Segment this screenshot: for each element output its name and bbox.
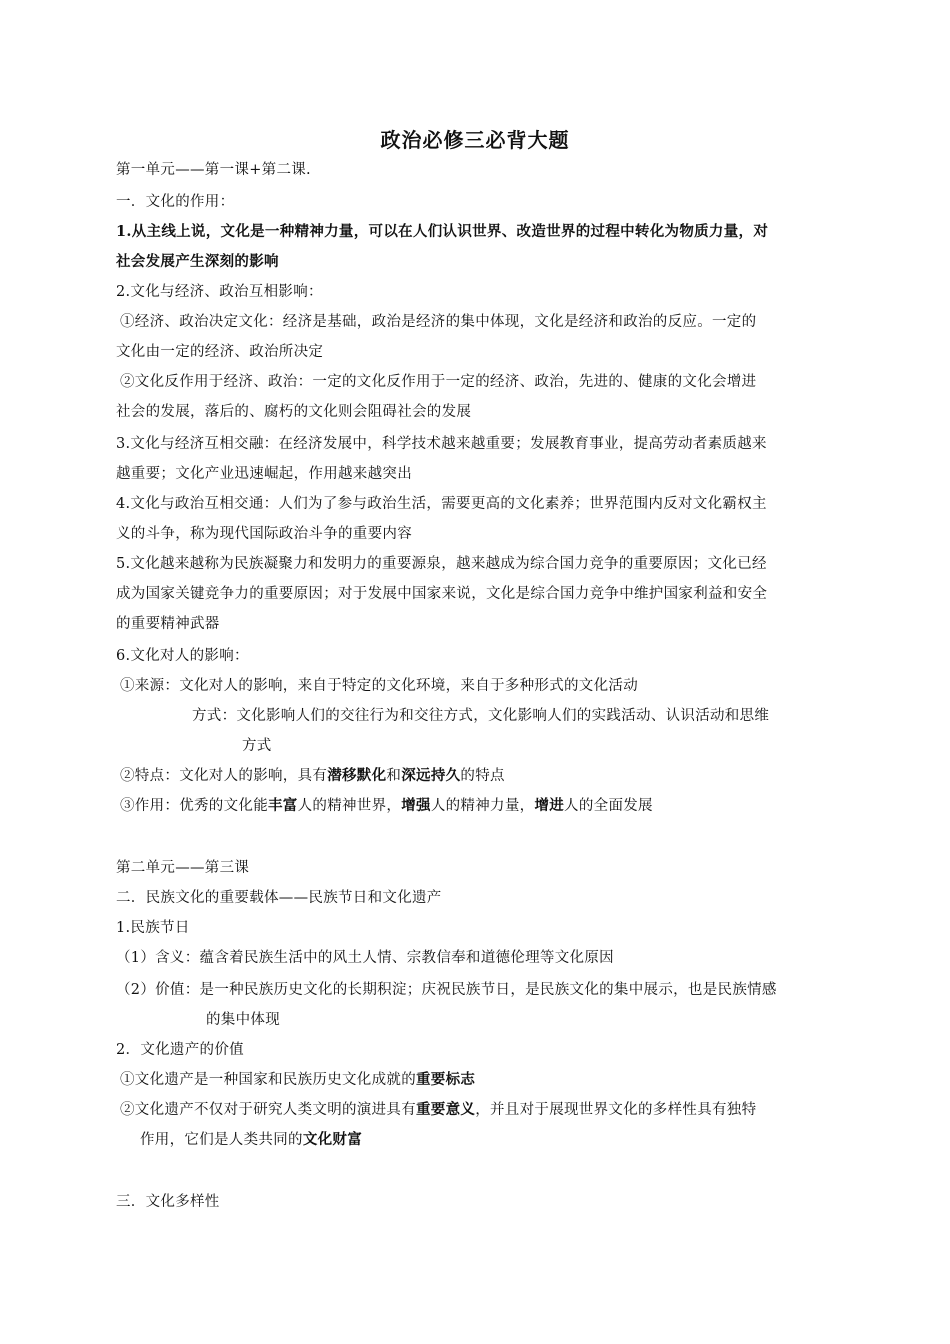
- section-three-heading: 三．文化多样性: [116, 1194, 220, 1210]
- paragraph-line: 2.文化与经济、政治互相影响：: [116, 284, 323, 300]
- text-run: ③作用：优秀的文化能: [120, 798, 268, 814]
- paragraph-line: 1.民族节日: [116, 920, 190, 936]
- paragraph-line: 义的斗争，称为现代国际政治斗争的重要内容: [116, 526, 412, 542]
- text-run: 人的精神世界，: [297, 798, 402, 814]
- text-run: 人的全面发展: [564, 798, 653, 814]
- paragraph-line: 社会发展产生深刻的影响: [116, 253, 279, 270]
- bold-term: 潜移默化: [327, 767, 387, 784]
- text-run: 作用，它们是人类共同的: [140, 1132, 303, 1148]
- paragraph-line: [120, 1100, 756, 1120]
- paragraph-line: ①经济、政治决定文化：经济是基础，政治是经济的集中体现，文化是经济和政治的反应。一定的: [120, 314, 757, 330]
- bold-term: 重要标志: [416, 1071, 476, 1088]
- text-run: 人的精神力量，: [430, 798, 535, 814]
- bold-term: 重要意义: [416, 1101, 476, 1118]
- paragraph-line: [120, 766, 505, 786]
- paragraph-line: 6.文化对人的影响：: [116, 648, 249, 664]
- paragraph-line: 5.文化越来越称为民族凝聚力和发明力的重要源泉，越来越成为综合国力竞争的重要原因；文化已经: [116, 556, 767, 572]
- paragraph-line: 成为国家关键竞争力的重要原因；对于发展中国家来说，文化是综合国力竞争中维护国家利益和安全: [116, 586, 768, 602]
- bold-term: 丰富: [268, 797, 298, 814]
- text-run: ，并且对于展现世界文化的多样性具有独特: [475, 1102, 757, 1118]
- paragraph-line: （1）含义：蕴含着民族生活中的风土人情、宗教信奉和道德伦理等文化原因: [116, 950, 614, 966]
- paragraph-line: 3.文化与经济互相交融：在经济发展中，科学技术越来越重要；发展教育事业，提高劳动者素质越来: [116, 436, 767, 452]
- text-run: ②文化遗产不仅对于研究人类文明的演进具有: [120, 1102, 416, 1118]
- unit-two-heading: 第二单元——第三课: [116, 860, 250, 876]
- paragraph-line: 方式: [242, 738, 272, 754]
- text-run: ②特点：文化对人的影响，具有: [120, 768, 328, 784]
- paragraph-line: [120, 1070, 475, 1090]
- paragraph-line: 2．文化遗产的价值: [116, 1042, 244, 1058]
- paragraph-line: 4.文化与政治互相交通：人们为了参与政治生活，需要更高的文化素养；世界范围内反对文化霸权主: [116, 496, 767, 512]
- section-one-heading: 一．文化的作用：: [116, 194, 235, 210]
- paragraph-line: ①来源：文化对人的影响，来自于特定的文化环境，来自于多种形式的文化活动: [120, 678, 638, 694]
- paragraph-line: 社会的发展，落后的、腐朽的文化则会阻碍社会的发展: [116, 404, 472, 420]
- paragraph-line: 方式：文化影响人们的交往行为和交往方式，文化影响人们的实践活动、认识活动和思维: [192, 708, 770, 724]
- paragraph-line: [140, 1130, 362, 1150]
- paragraph-line: 的集中体现: [206, 1012, 280, 1028]
- paragraph-line: 1.从主线上说，文化是一种精神力量，可以在人们认识世界、改造世界的过程中转化为物质力量，对: [116, 223, 769, 240]
- bold-term: 增进: [534, 797, 565, 814]
- paragraph-line: 的重要精神武器: [116, 616, 220, 632]
- unit-one-heading: 第一单元——第一课+第二课.: [116, 162, 311, 178]
- text-run: 和: [386, 768, 402, 784]
- text-run: 的特点: [460, 768, 505, 784]
- section-two-heading: 二．民族文化的重要载体——民族节日和文化遗产: [116, 890, 442, 906]
- paragraph-line: [120, 796, 653, 816]
- document-title: 政治必修三必背大题: [380, 128, 570, 152]
- paragraph-line: ②文化反作用于经济、政治：一定的文化反作用于一定的经济、政治，先进的、健康的文化会增进: [120, 374, 757, 390]
- text-run: ①文化遗产是一种国家和民族历史文化成就的: [120, 1072, 416, 1088]
- bold-term: 文化财富: [302, 1131, 363, 1148]
- paragraph-line: （2）价值：是一种民族历史文化的长期积淀；庆祝民族节日，是民族文化的集中展示，也是民族情感: [116, 982, 777, 998]
- paragraph-line: 文化由一定的经济、政治所决定: [116, 344, 324, 360]
- paragraph-line: 越重要；文化产业迅速崛起，作用越来越突出: [116, 466, 412, 482]
- bold-term: 深远持久: [401, 767, 461, 784]
- bold-term: 增强: [401, 797, 431, 814]
